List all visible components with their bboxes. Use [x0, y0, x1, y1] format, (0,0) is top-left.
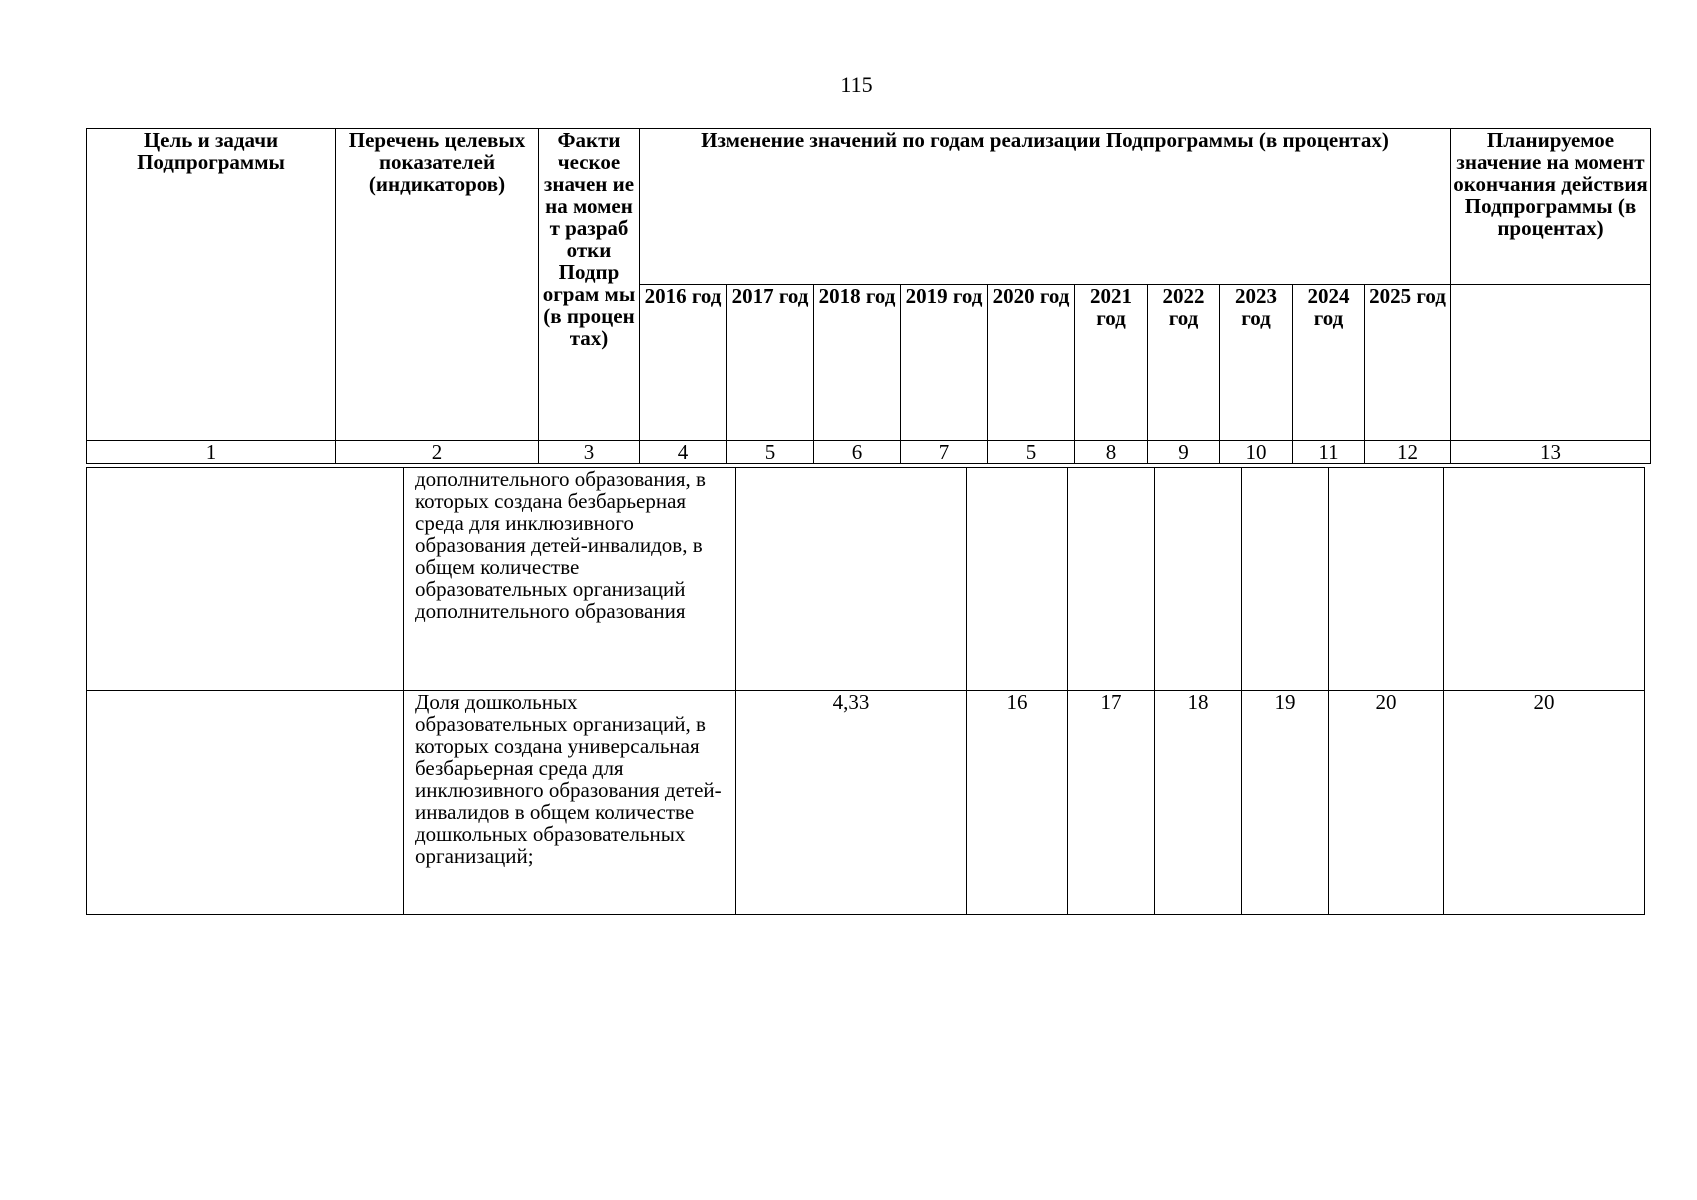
- header-year-2021: 2021 год: [1075, 285, 1148, 441]
- indicator-cell: Доля дошкольных образовательных организаций, в которых создана универсальная безбарьерная среда для инклюзивного образования детей-инвалидов в общем количестве дошкольных образовательных организаций;: [404, 691, 736, 915]
- column-number: 1: [87, 441, 336, 464]
- value-cell: [1329, 468, 1444, 691]
- header-table: [86, 128, 1651, 464]
- value-cell: 20: [1329, 691, 1444, 915]
- column-number: 8: [1075, 441, 1148, 464]
- header-year-2017: 2017 год: [727, 285, 814, 441]
- value-cell: [967, 468, 1068, 691]
- indicator-cell: дополнительного образования, в которых создана безбарьерная среда для инклюзивного образования детей-инвалидов, в общем количестве образовательных организаций дополнительного образования: [404, 468, 736, 691]
- planned-cell: 20: [1444, 691, 1645, 915]
- value-cell: 17: [1068, 691, 1155, 915]
- header-change-by-year: Изменение значений по годам реализации Подпрограммы (в процентах): [640, 129, 1451, 285]
- header-indicators: Перечень целевых показателей (индикаторов): [336, 129, 539, 441]
- header-year-2025: 2025 год: [1365, 285, 1451, 441]
- header-year-2018: 2018 год: [814, 285, 901, 441]
- value-cell: [1242, 468, 1329, 691]
- header-planned-empty: [1451, 285, 1651, 441]
- column-number: 2: [336, 441, 539, 464]
- column-number: 5: [988, 441, 1075, 464]
- value-cell: [736, 468, 967, 691]
- column-number: 3: [539, 441, 640, 464]
- goal-cell: [87, 691, 404, 915]
- header-year-2019: 2019 год: [901, 285, 988, 441]
- column-number: 11: [1293, 441, 1365, 464]
- column-number: 13: [1451, 441, 1651, 464]
- header-year-2020: 2020 год: [988, 285, 1075, 441]
- goal-cell: [87, 468, 404, 691]
- value-cell: 19: [1242, 691, 1329, 915]
- value-cell: [1155, 468, 1242, 691]
- header-year-2016: 2016 год: [640, 285, 727, 441]
- table-row: [87, 468, 1645, 691]
- value-cell: 4,33: [736, 691, 967, 915]
- column-number: 5: [727, 441, 814, 464]
- header-year-2024: 2024 год: [1293, 285, 1365, 441]
- column-number: 10: [1220, 441, 1293, 464]
- body-table: [86, 467, 1645, 915]
- column-number: 12: [1365, 441, 1451, 464]
- table-row: [87, 691, 1645, 915]
- column-number: 6: [814, 441, 901, 464]
- value-cell: 18: [1155, 691, 1242, 915]
- column-number: 7: [901, 441, 988, 464]
- header-planned-value: Планируемое значение на момент окончания действия Подпрограммы (в процентах): [1451, 129, 1651, 285]
- value-cell: 16: [967, 691, 1068, 915]
- header-goal: Цель и задачи Подпрограммы: [87, 129, 336, 441]
- column-number: 9: [1148, 441, 1220, 464]
- planned-cell: [1444, 468, 1645, 691]
- page-number: 115: [840, 72, 873, 97]
- column-number: 4: [640, 441, 727, 464]
- value-cell: [1068, 468, 1155, 691]
- header-actual-value: Факти ческое значен ие на момен т разраб отки Подпр ограм мы (в процен тах): [539, 129, 640, 441]
- header-year-2022: 2022 год: [1148, 285, 1220, 441]
- header-year-2023: 2023 год: [1220, 285, 1293, 441]
